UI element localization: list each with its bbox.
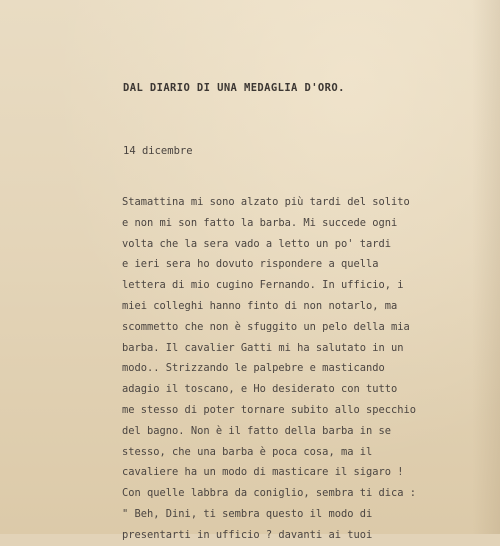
text-line: barba. Il cavalier Gatti mi ha salutato in un xyxy=(122,341,404,354)
text-line: e ieri sera ho dovuto rispondere a quella xyxy=(122,258,379,271)
text-line: lettera di mio cugino Fernando. In ufficio, i xyxy=(122,279,404,292)
text-line: " Beh, Dini, ti sembra questo il modo di xyxy=(122,507,373,520)
text-line: Con quelle labbra da coniglio, sembra ti dica : xyxy=(122,487,417,500)
diary-date: 14 dicembre xyxy=(123,145,193,157)
text-line: volta che la sera vado a letto un po' tardi xyxy=(122,237,391,250)
diary-body xyxy=(122,192,416,546)
text-line: e non mi son fatto la barba. Mi succede ogni xyxy=(122,216,398,229)
paper-edge-shadow xyxy=(472,0,500,534)
text-line: modo.. Strizzando le palpebre e masticando xyxy=(122,362,385,375)
text-line: presentarti in ufficio ? davanti ai tuoi xyxy=(122,528,373,541)
text-line: del bagno. Non è il fatto della barba in se xyxy=(122,424,391,437)
text-line: cavaliere ha un modo di masticare il sigaro ! xyxy=(122,466,404,479)
text-line: miei colleghi hanno finto di non notarlo, ma xyxy=(122,299,398,312)
text-line: Stamattina mi sono alzato più tardi del solito xyxy=(122,196,410,208)
text-line: stesso, che una barba è poca cosa, ma il xyxy=(122,445,373,458)
text-line: adagio il toscano, e Ho desiderato con tutto xyxy=(122,383,398,396)
text-line: me stesso di poter tornare subito allo specchio xyxy=(122,403,417,416)
text-line: scommetto che non è sfuggito un pelo della mia xyxy=(122,320,410,333)
document-title: DAL DIARIO DI UNA MEDAGLIA D'ORO. xyxy=(123,82,345,94)
